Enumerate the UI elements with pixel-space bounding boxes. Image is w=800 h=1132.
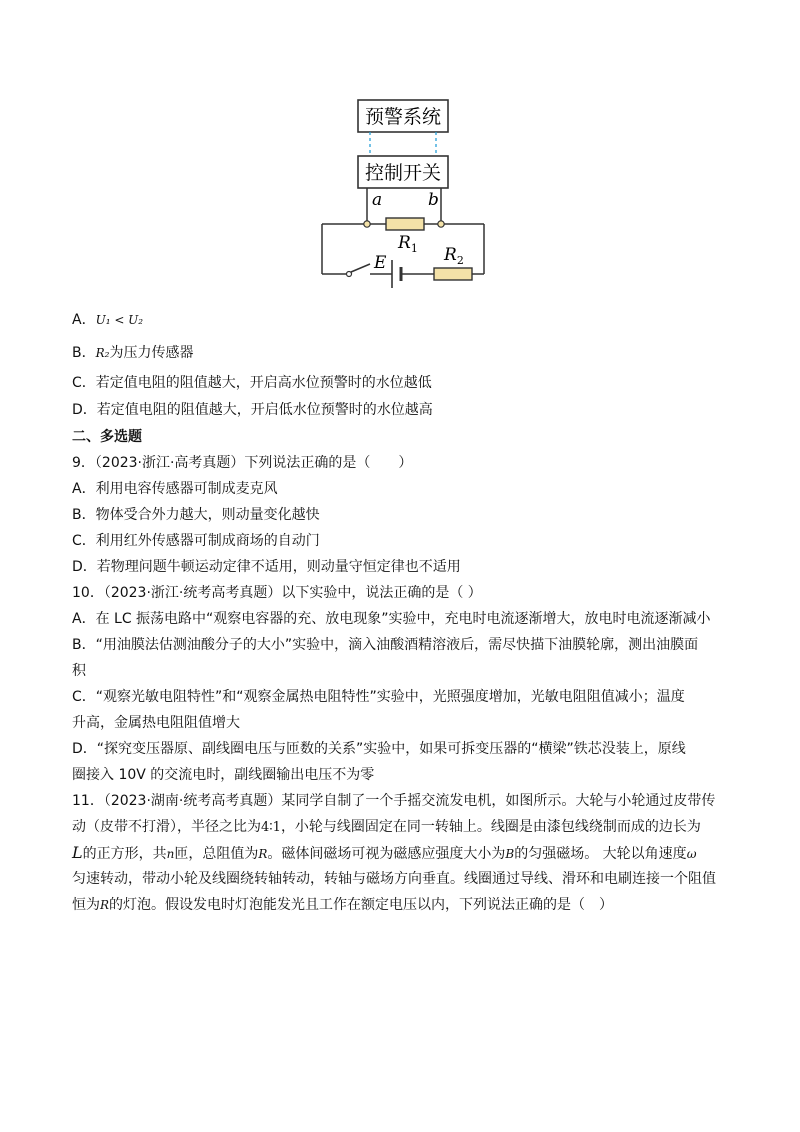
option-letter: C． [72,375,96,391]
text-run: 的正方形，共 [82,846,167,862]
node-b [438,221,444,227]
q10-option-c-line2: 升高，金属热电阻阻值增大 [72,715,240,731]
q11-line3 [72,843,696,864]
r1-label: $R_1$ [398,233,418,255]
text-run: ，小轮与线圈固定在同一转轴上。线圈是由漆包线绕制而成的边长为 [280,819,701,835]
option-text: 若定值电阻的阻值越大，开启低水位预警时的水位越高 [96,402,433,418]
switch-blade [351,264,370,272]
terminal-a-label: a [372,190,383,210]
q11-line5 [72,895,613,915]
q9-option-d: D．若物理问题牛顿运动定律不适用，则动量守恒定律也不适用 [72,559,461,575]
terminal-b-label: b [428,190,439,210]
q9-option-a: A．利用电容传感器可制成麦克风 [72,481,278,497]
q10-option-a: A．在 LC 振荡电路中“观察电容器的充、放电现象”实验中，充电时电流逐渐增大，放电时电流逐渐减小 [72,611,711,627]
q11-line1: 11．（2023·湖南·统考高考真题）某同学自制了一个手摇交流发电机，如图所示。大轮与小轮通过皮带传 [72,793,716,809]
q8-option-a [72,310,143,330]
q11-line2 [72,817,701,838]
q10-option-b-line1: B．“用油膜法估测油酸分子的大小”实验中，滴入油酸酒精溶液后，需尽快描下油膜轮廓，测出油膜面 [72,637,699,653]
q10-option-d-line1: D．“探究变压器原、副线圈电压与匝数的关系”实验中，如果可拆变压器的“横梁”铁芯没装上，原线 [72,741,686,757]
q8-option-d [72,400,433,420]
q9-option-b: B．物体受合外力越大，则动量变化越快 [72,507,320,523]
option-text: 若定值电阻的阻值越大，开启高水位预警时的水位越低 [95,375,432,391]
q10-option-d-line2: 圈接入 10V 的交流电时，副线圈输出电压不为零 [72,767,375,783]
math-B: B [505,847,515,861]
math-L: L [72,843,83,862]
q9-stem: 9．（2023·浙江·高考真题）下列说法正确的是（ ） [72,455,413,471]
control-switch-label: 控制开关 [364,162,442,184]
q8-option-c [72,373,432,393]
option-text: 为压力传感器 [109,345,194,361]
text-run: 的灯泡。假设发电时灯泡能发光且工作在额定电压以内，下列说法正确的是（ ） [109,897,614,913]
text-run: 动（皮带不打滑），半径之比为 [72,819,261,835]
node-a [364,221,370,227]
math-omega: ω [686,847,697,861]
q10-option-b-line2: 积 [72,663,86,679]
q9-option-c: C．利用红外传感器可制成商场的自动门 [72,533,320,549]
q11-line4: 匀速转动，带动小轮及线圈绕转轴转动，转轴与磁场方向垂直。线圈通过导线、滑环和电刷连接一个阻值 [72,871,716,887]
option-math: U₁ < U₂ [95,313,144,327]
option-letter: B． [72,345,96,361]
option-letter: A． [72,312,96,328]
switch-contact [347,272,352,277]
section-heading: 二、多选题 [72,429,142,445]
text-run: 匝，总阻值为 [174,846,259,862]
math-n: n [166,847,175,861]
text-run: 的匀强磁场。 大轮以角速度 [514,846,687,862]
resistor-r2 [434,268,472,280]
q10-stem: 10．（2023·浙江·统考高考真题）以下实验中，说法正确的是（ ） [72,585,482,601]
text-run: 。磁体间磁场可视为磁感应强度大小为 [267,846,506,862]
text-run: 恒为 [72,897,100,913]
q8-option-b [72,343,193,363]
r2-label: $R_2$ [444,245,464,267]
ratio-math: 4∶1 [261,820,281,835]
math-R: R [258,847,268,861]
math-R: R [100,898,110,912]
resistor-r1 [386,218,424,230]
circuit-diagram [310,92,510,292]
warning-system-label: 预警系统 [364,106,442,128]
option-letter: D． [72,402,97,418]
q10-option-c-line1: C．“观察光敏电阻特性”和“观察金属热电阻特性”实验中，光照强度增加，光敏电阻阻值减小；温度 [72,689,685,705]
emf-label: E [374,253,387,273]
option-math: R₂ [95,346,110,360]
